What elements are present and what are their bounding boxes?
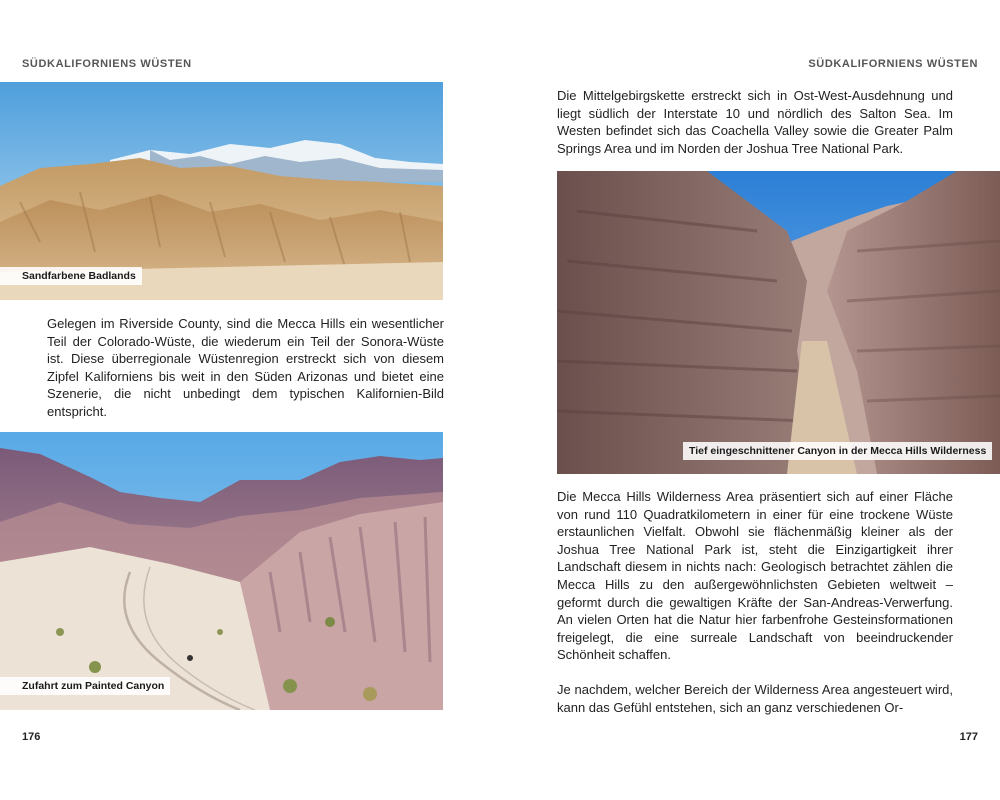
paragraph-text: Die Mittelgebirgskette erstreckt sich in Ost-West-Ausdehnung und liegt südlich der Interstate 10 und nördlich des Salton Sea. Im Westen befindet sich das Coachella Valley sowie die Greater Palm Springs Area und im Norden der Joshua Tree National Park.	[557, 88, 953, 156]
page-number-right: 177	[959, 731, 978, 743]
right-paragraph-main	[557, 488, 953, 716]
photo-painted-canyon-access	[0, 432, 443, 710]
running-head-left: SÜDKALIFORNIENS WÜSTEN	[22, 58, 192, 70]
slot-canyon-illustration	[557, 171, 1000, 474]
left-paragraph	[47, 315, 444, 421]
paragraph-text: Gelegen im Riverside County, sind die Mecca Hills ein wesentlicher Teil der Colorado-Wüste, die wiederum ein Teil der Sonora-Wüste ist. Diese überregionale Wüstenregion erstreckt sich von diesem Zipfel Kaliforniens bis weit in den Süden Arizonas und bietet eine Szenerie, die nicht unbedingt dem typischen Kalifornien-Bild entspricht.	[47, 316, 444, 419]
photo-caption: Sandfarbene Badlands	[0, 267, 142, 285]
paragraph-text: Die Mecca Hills Wilderness Area präsentiert sich auf einer Fläche von rund 110 Quadratkilometern in einer für eine trockene Wüste erstaunlichen Vielfalt. Obwohl sie flächenmäßig kleiner als der Joshua Tree National Park ist, steht die Einzigartigkeit ihrer Landschaft diesem in nichts nach: Geologisch betrachtet zählen die Mecca Hills zu den außergewöhnlichsten Gebieten weltweit – geformt durch die gewaltigen Kräfte der San-Andreas-Verwerfung. An vielen Orten hat die Natur hier farbenfrohe Gesteinsformationen freigelegt, die eine surreale Landschaft von beeindruckender Schönheit schaffen.	[557, 489, 953, 663]
page-number-left: 176	[22, 731, 41, 743]
canyon-road-illustration	[0, 432, 443, 710]
photo-mecca-hills-canyon	[557, 171, 1000, 474]
right-paragraph-intro	[557, 87, 953, 157]
photo-caption: Zufahrt zum Painted Canyon	[0, 677, 170, 695]
paragraph-text: Je nachdem, welcher Bereich der Wilderness Area angesteuert wird, kann das Gefühl entstehen, sich an ganz verschiedenen Or-	[557, 681, 953, 715]
running-head-right: SÜDKALIFORNIENS WÜSTEN	[808, 58, 978, 70]
photo-caption: Tief eingeschnittener Canyon in der Mecca Hills Wilderness	[683, 442, 992, 460]
